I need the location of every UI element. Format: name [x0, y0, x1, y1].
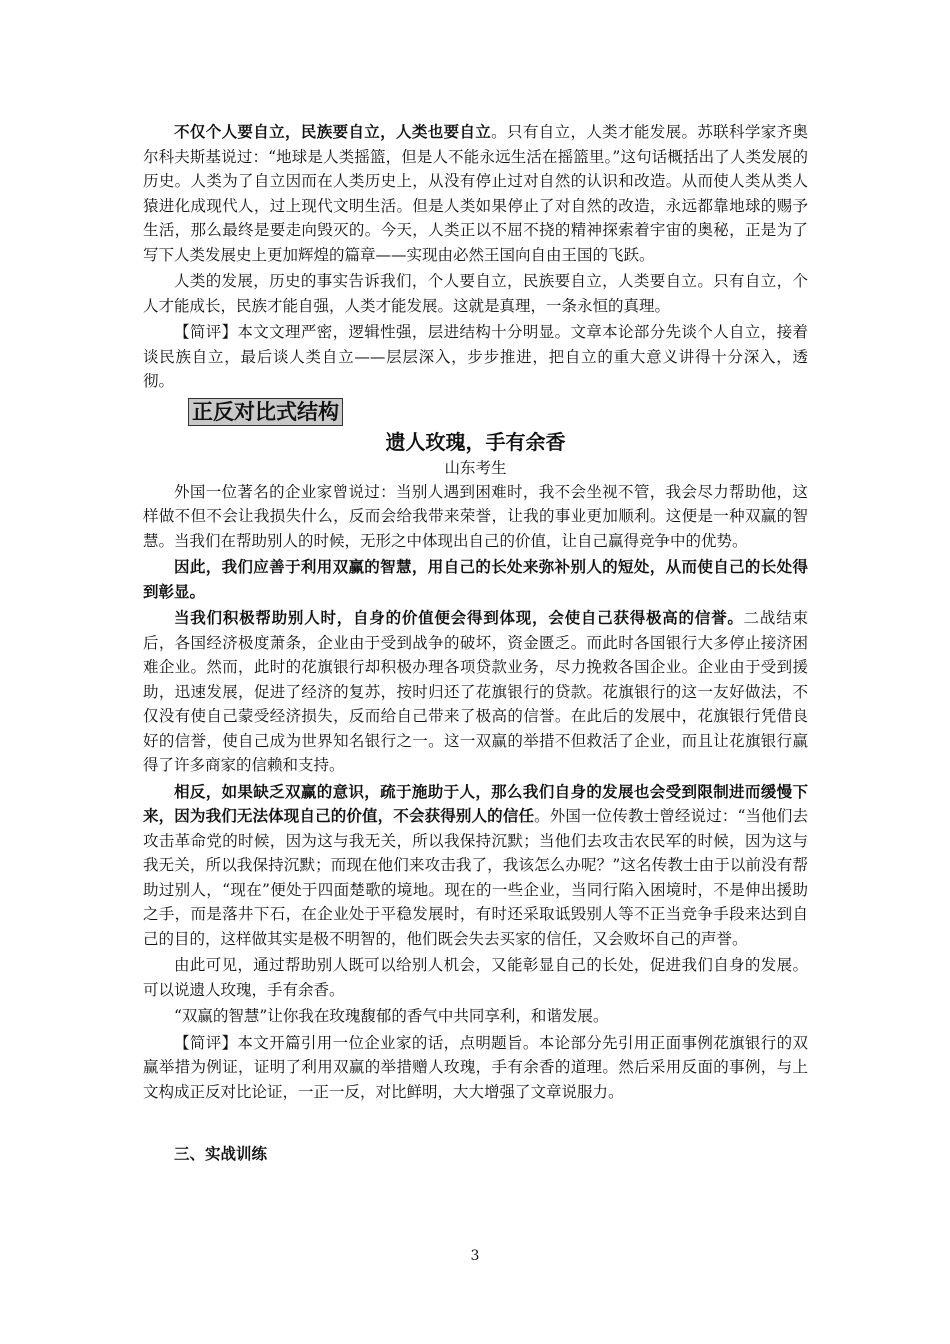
brief-comment-1: 【简评】本文文理严密，逻辑性强，层进结构十分明显。文章本论部分先谈个人自立，接着谈民族自立，最后谈人类自立——层层深入，步步推进，把自立的重大意义讲得十分深入，透彻。 — [143, 323, 808, 390]
essay-paragraph-closing: “双赢的智慧”让你我在玫瑰馥郁的香气中共同享利，和谐发展。 — [174, 1007, 609, 1025]
brief-comment-2: 【简评】本文开篇引用一位企业家的话，点明题旨。本论部分先引用正面事例花旗银行的双赢举措为例证，证明了利用双赢的举措赠人玫瑰，手有余香的道理。然后采用反面的事例，与上文构成正反对比论证，一正一反，对比鲜明，大大增强了文章说服力。 — [143, 1033, 808, 1101]
paragraph-text: 二战结束后，各国经济极度萧条，企业由于受到战争的破坏，资金匮乏。而此时各国银行大多停止接济困难企业。然而，此时的花旗银行却积极办理各项贷款业务，尽力挽救各国企业。企业由于受到援助，迅速发展，促进了经济的复苏，按时归还了花旗银行的贷款。花旗银行的这一友好做法，不仅没有使自己蒙受经济损失，反而给自己带来了极高的信誉。在此后的发展中，花旗银行凭借良好的信誉，使自己成为世界知名银行之一。这一双赢的举措不但救活了企业，而且让花旗银行赢得了许多商家的信赖和支持。 — [143, 609, 808, 774]
paragraph-conclusion: 人类的发展，历史的事实告诉我们，个人要自立，民族要自立，人类要自立。只有自立，个人才能成长，民族才能自强，人类才能发展。这就是真理，一条永恒的真理。 — [143, 272, 808, 315]
essay-paragraph-thesis — [143, 555, 808, 604]
bold-thesis: 因此，我们应善于利用双赢的智慧，用自己的长处来弥补别人的短处，从而使自己的长处得到彰显。 — [143, 558, 808, 601]
essay-title: 遗人玫瑰，手有余香 — [385, 429, 566, 454]
bold-argument-positive: 当我们积极帮助别人时，自身的价值便会得到体现，会使自己获得极高的信誉。 — [174, 609, 744, 627]
page-number: 3 — [470, 1248, 480, 1264]
page-content — [143, 120, 808, 1167]
section-tag: 正反对比式结构 — [188, 398, 343, 426]
essay-paragraph-positive — [143, 606, 808, 778]
section-heading: 三、实战训练 — [174, 1145, 268, 1163]
paragraph-text: 。外国一位传教士曾经说过：“当他们去攻击革命党的时候，因为这与我无关，所以我保持沉默；当他们去攻击农民军的时候，因为这与我无关，所以我保持沉默；而现在他们来攻击我了，我该怎么办呢？”这名传教士由于以前没有帮助过别人，“现在”便处于四面楚歌的境地。现在的一些企业，当同行陷入困境时，不是伸出援助之手，而是落井下石，在企业处于平稳发展时，有时还采取诋毁别人等不正当竞争手段来达到自己的目的，这样做其实是极不明智的，他们既会失去买家的信任，又会败坏自己的声誉。 — [143, 807, 808, 948]
essay-paragraph-negative — [143, 780, 808, 952]
bold-topic-sentence: 不仅个人要自立，民族要自立，人类也要自立 — [174, 123, 492, 141]
paragraph-text: 。只有自立，人类才能发展。苏联科学家齐奥尔科夫斯基说过：“地球是人类摇篮，但是人不能永远生活在摇篮里。”这句话概括出了人类发展的历史。人类为了自立因而在人类历史上，从没有停止过对自然的认识和改造。从而使人类从类人猿进化成现代人，过上现代文明生活。但是人类如果停止了对自然的改造，永远都靠地球的赐予生活，那么最终是要走向毁灭的。今天，人类正以不屈不挠的精神探索着宇宙的奥秘，正是为了写下人类发展史上更加辉煌的篇章——实现由必然王国向自由王国的飞跃。 — [143, 123, 808, 264]
paragraph-self-reliance — [143, 120, 808, 267]
bold-argument-negative: 相反，如果缺乏双赢的意识，疏于施助于人，那么我们自身的发展也会受到限制进而缓慢下来，因为我们无法体现自己的价值，不会获得别人的信任 — [143, 782, 808, 825]
essay-paragraph-summary: 由此可见，通过帮助别人既可以给别人机会，又能彰显自己的长处，促进我们自身的发展。可以说遗人玫瑰，手有余香。 — [143, 956, 808, 999]
essay-author: 山东考生 — [444, 458, 507, 477]
essay-paragraph-intro: 外国一位著名的企业家曾说过：当别人遇到困难时，我不会坐视不管，我会尽力帮助他，这样做不但不会让我损失什么，反而会给我带来荣誉，让我的事业更加顺利。这便是一种双赢的智慧。当我们在帮助别人的时候，无形之中体现出自己的价值，让自己赢得竞争中的优势。 — [143, 482, 808, 550]
